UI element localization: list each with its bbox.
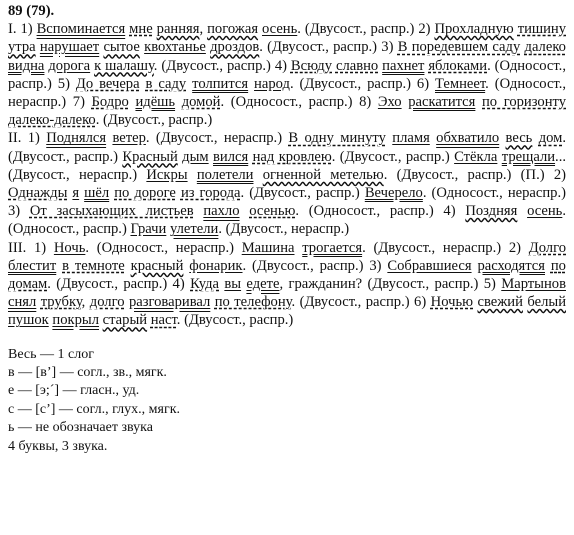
predicate: идёшь [135, 94, 176, 111]
object: мне [129, 21, 153, 38]
predicate: трещали [501, 148, 556, 165]
adverbial: Всюду [290, 57, 333, 74]
subject: пламя [392, 130, 430, 147]
sentence-note: . (Двусост., распр.) [8, 130, 567, 165]
predicate: пахло [203, 203, 240, 220]
part-1-paragraph [8, 20, 566, 129]
adverbial: Куда [190, 276, 219, 293]
subject: квохтанье [144, 39, 206, 56]
sentence-note: . (Двусост., нераспр.) [145, 130, 289, 147]
adverbial: долго [89, 294, 125, 311]
sentence-note: . (Односост., нераспр.) [85, 239, 242, 256]
predicate: блестит [8, 257, 57, 274]
subject: фонарик [189, 257, 243, 274]
subject: осень [527, 203, 563, 220]
object: осенью [249, 203, 296, 220]
subject: Собравшиеся [387, 257, 472, 274]
sentence-note: . (Двусост., распр.) 2) [297, 21, 435, 38]
subject: Грачи [130, 221, 167, 238]
subject: дорога [48, 57, 91, 74]
space [253, 167, 262, 183]
subject: Искры [146, 166, 188, 183]
subject: Машина [241, 239, 295, 256]
attribute: старый [102, 312, 148, 329]
predicate: пахнет [382, 57, 425, 74]
attribute: дроздов [210, 39, 260, 56]
analysis-line: е — [э;´] — гласн., уд. [8, 383, 140, 399]
attribute: Поздняя [465, 203, 518, 220]
analysis-line: с — [с’] — согл., глух., мягк. [8, 401, 181, 417]
analysis-line: в — [в’] — согл., зв., мягк. [8, 365, 167, 381]
object: тишину [517, 21, 567, 38]
adverbial: над кровлею [252, 148, 332, 165]
punctuation: , [199, 21, 208, 38]
attribute: Прохладную [434, 21, 514, 38]
predicate: раскатится [408, 94, 476, 111]
punctuation: , [81, 294, 90, 311]
adverbial: В поредевшем саду [397, 39, 521, 56]
attribute: утра [8, 39, 36, 56]
exercise-number: 89 (79). [8, 3, 55, 19]
predicate: разговаривал [128, 294, 211, 311]
predicate: видна [8, 57, 45, 74]
attribute: к шалашу [94, 57, 154, 74]
attribute: Красный [122, 148, 178, 165]
sentence-note: . (Двусост., распр.) [95, 112, 213, 129]
object: дом [538, 130, 563, 147]
object: наст [150, 312, 177, 329]
adverbial: по домам [8, 257, 566, 293]
subject: осень [262, 21, 298, 38]
subject: Стёкла [454, 148, 498, 165]
sentence-note: . (Двусост., нераспр.) 2) [362, 239, 529, 256]
sentence-note: . (Односост., распр.) [8, 203, 566, 238]
attribute: красный [130, 257, 184, 274]
adverbial: по телефону [214, 294, 292, 311]
predicate: Темнеет [435, 75, 486, 92]
sentence-note: , гражданин? (Двусост., распр.) 5) [279, 276, 502, 293]
subject: народ [254, 75, 290, 92]
part-1-marker: I. 1) [8, 21, 37, 38]
predicate: обхватило [436, 130, 500, 147]
predicate: Поднялся [46, 130, 107, 147]
sentence-note: . (Двусост., распр.) 6) [289, 75, 436, 92]
sentence-note: . (Двусост., распр.) 3) [242, 257, 388, 274]
adverbial: В одну минуту [288, 130, 386, 147]
subject: Мартынов [501, 276, 566, 293]
sentence-note: . (Двусост., распр.) 3) [259, 39, 398, 56]
sentence-note: . (Двусост., распр.) 6) [291, 294, 431, 311]
sentence-note: . (Двусост., распр.) 4) [47, 276, 191, 293]
analysis-line: ь — не обозначает звука [8, 420, 153, 436]
part-3-marker: III. 1) [8, 239, 54, 256]
adverbial: домой [181, 94, 221, 111]
space [475, 94, 482, 110]
adverbial: Долго [528, 239, 567, 256]
subject: Эхо [377, 94, 402, 111]
part-2-paragraph [8, 129, 566, 238]
subject: Ночь [53, 239, 86, 256]
adverbial: из города [180, 185, 241, 202]
object: трубку [40, 294, 82, 311]
part-2-marker: II. 1) [8, 130, 47, 147]
sentence-note: . (Односост., распр.) 8) [220, 94, 378, 111]
adverbial: далеко-далеко [8, 112, 96, 129]
subject: дым [182, 148, 209, 165]
subject: пушок [8, 312, 49, 329]
predicate: нарушает [39, 39, 100, 56]
predicate: снял [8, 294, 37, 311]
predicate: покрыл [52, 312, 99, 329]
predicate: вился [213, 148, 249, 165]
attribute: сытое [103, 39, 140, 56]
sentence-note: . (Двусост., распр.) (П.) 2) [383, 166, 566, 183]
adverbial: по дороге [114, 185, 176, 202]
attribute: ранняя [156, 21, 200, 38]
adverbial: славно [335, 57, 379, 74]
sentence-note: . (Двусост., распр.) [240, 185, 365, 202]
sentence-note: . (Двусост., распр.) 4) [153, 57, 291, 74]
predicate: полетели [196, 166, 254, 183]
adverbial: Однажды [8, 185, 68, 202]
predicate: толпится [192, 75, 249, 92]
part-3-paragraph [8, 239, 566, 330]
adverbial: Ночью [430, 294, 474, 311]
predicate: Вспоминается [36, 21, 126, 38]
subject: я [72, 185, 80, 202]
sentence-note: . (Односост., нераспр.) 3) [8, 185, 566, 220]
adverbial: До вечера [75, 75, 140, 92]
analysis-line: Весь — 1 слог [8, 346, 94, 362]
sentence-note: . (Односост., нераспр.) 7) [8, 75, 567, 111]
adverbial: по горизонту [482, 94, 567, 111]
adverbial: в темноте [62, 257, 125, 274]
adverbial: От засыхающих листьев [29, 203, 194, 220]
space [240, 203, 250, 219]
sentence-note: . (Односост., распр.) 5) [8, 57, 566, 92]
predicate: Вечерело [364, 185, 423, 202]
subject: ветер [112, 130, 146, 147]
analysis-line: 4 буквы, 3 звука. [8, 438, 108, 454]
attribute: весь [505, 130, 533, 147]
adverbial: далеко [524, 39, 566, 56]
attribute: свежий [477, 294, 523, 311]
sentence-note: ... (Двусост., нераспр.) [8, 148, 566, 183]
object: яблоками [428, 57, 488, 74]
sentence-note: . (Односост., распр.) 4) [295, 203, 466, 220]
sentence-note: . (Двусост., распр.) [176, 312, 294, 329]
predicate: шёл [84, 185, 110, 202]
adverbial: Бодро [91, 94, 129, 111]
predicate: трогается [302, 239, 363, 256]
space [188, 167, 197, 183]
phonetic-analysis [8, 346, 566, 456]
space [175, 94, 182, 110]
subject: вы [224, 276, 242, 293]
attribute: погожая [207, 21, 259, 38]
space [517, 203, 527, 219]
attribute: белый [527, 294, 566, 311]
predicate: улетели [169, 221, 219, 238]
sentence-note: . (Двусост., нераспр.) [218, 221, 350, 238]
adverbial: в саду [145, 75, 187, 92]
sentence-note: . (Двусост., распр.) [331, 148, 455, 165]
space [194, 203, 204, 219]
predicate: расходятся [477, 257, 545, 274]
attribute: огненной метелью [262, 166, 384, 183]
predicate: едете [246, 276, 280, 293]
